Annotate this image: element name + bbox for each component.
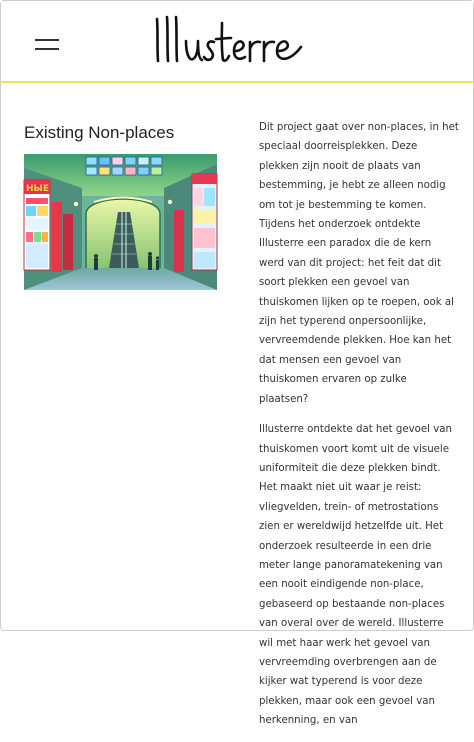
site-header xyxy=(1,1,473,83)
menu-line xyxy=(35,39,59,41)
illusterre-logo-icon xyxy=(151,11,321,71)
article-paragraph: Dit project gaat over non-places, in het speciaal doorreisplekken. Deze plekken zijn nooit de plaats van bestemming, je hebt ze alleen nodig om tot je bestemming te komen. Tijdens het onderzoek ontdekte Illusterre een paradox die de kern werd van dit project: het feit dat dit soort plekken een gevoel van thuiskomen lijken op te roepen, ook al zijn het typerend onpersoonlijke, vervreemdende plekken. Hoe kan het dat mensen een gevoel van thuiskomen ervaren op zulke plaatsen? xyxy=(259,122,459,405)
escalator-corridor-photo xyxy=(24,154,217,290)
article-title: Existing Non-places xyxy=(24,123,175,142)
hamburger-menu-icon[interactable] xyxy=(35,39,59,50)
article-body xyxy=(259,118,459,742)
menu-line xyxy=(35,48,59,50)
site-logo[interactable] xyxy=(151,11,321,71)
svg-text:НЫЕ: НЫЕ xyxy=(26,184,50,194)
article-paragraph: Illusterre ontdekte dat het gevoel van thuiskomen voort komt uit de visuele uniformiteit die deze plekken bindt. Het maakt niet uit waar je reist: vliegvelden, trein- of metrostations zien er wereldwijd hetzelfde uit. Het onderzoek resulteerde in een drie meter lange panoramatekening van een nooit eindigende non-place, gebaseerd op bestaande non-places van overal over de wereld. Illusterre wil met haar werk het gevoel van vervreemding overbrengen aan de kijker wat typerend is voor deze plekken, maar ook een gevoel van herkenning, en van xyxy=(259,424,452,727)
